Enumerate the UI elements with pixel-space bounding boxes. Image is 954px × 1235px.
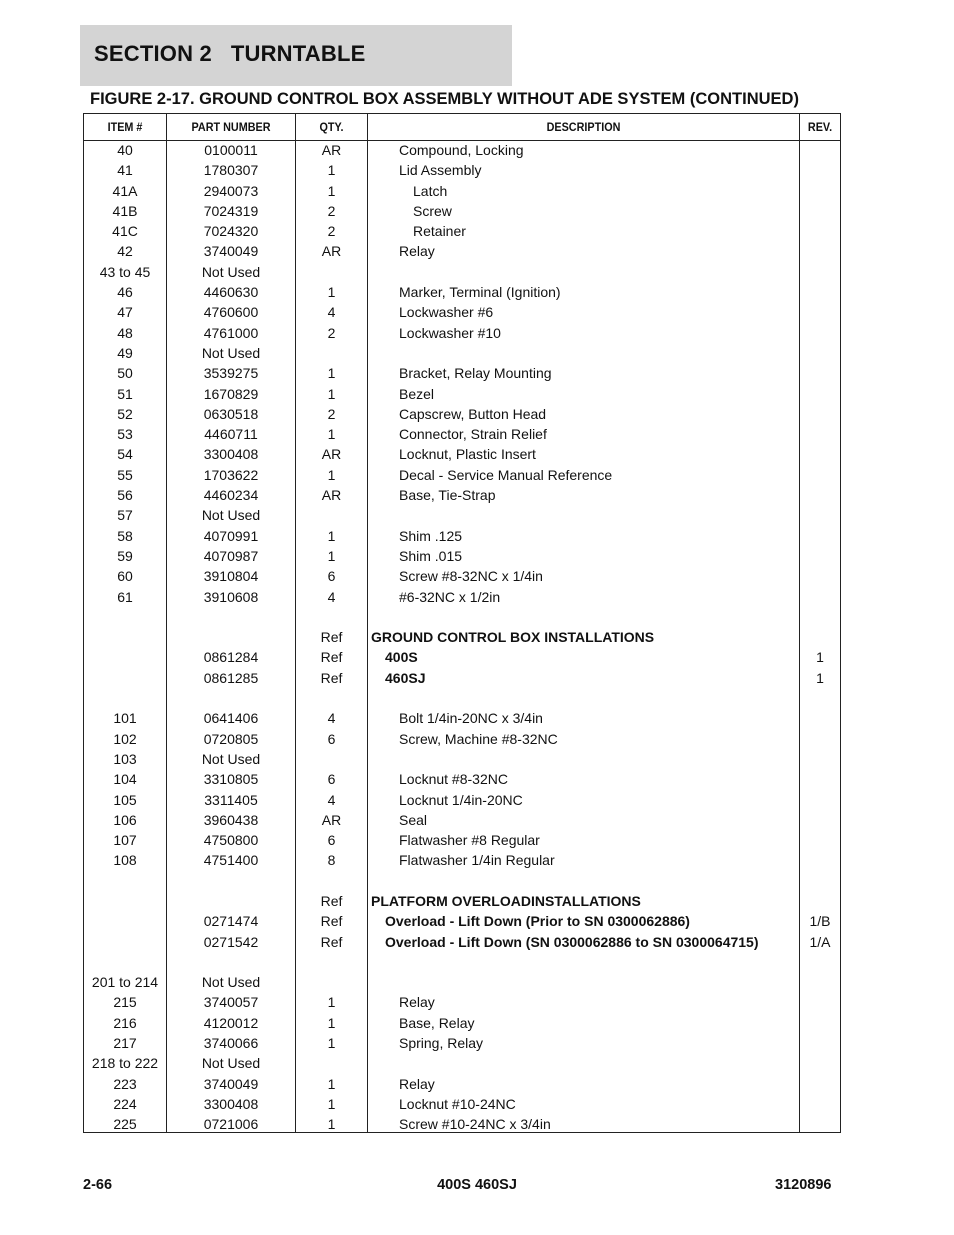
qty-cell: 1 <box>327 385 336 402</box>
item-cell: 40 <box>117 142 133 158</box>
qty-cell: 1 <box>327 1095 336 1112</box>
description-cell: PLATFORM OVERLOADINSTALLATIONS <box>371 892 641 909</box>
part-number-cell: 1670829 <box>203 385 259 402</box>
part-number-cell: 3740066 <box>203 1035 259 1052</box>
qty-cell: 1 <box>327 182 336 199</box>
item-cell: 201 to 214 <box>91 974 159 991</box>
part-number-cell: 0721006 <box>203 1116 259 1133</box>
item-cell: 108 <box>113 852 137 869</box>
item-cell: 61 <box>117 588 133 605</box>
part-number-cell: 0100011 <box>204 142 258 158</box>
table-row <box>84 404 840 424</box>
qty-cell: Ref <box>320 892 343 909</box>
part-number-cell: 3740049 <box>203 243 259 260</box>
table-row <box>84 871 840 891</box>
description-cell: Compound, Locking <box>399 142 524 158</box>
item-cell: 52 <box>117 405 133 422</box>
part-number-cell: 4761000 <box>203 324 259 341</box>
description-cell: Spring, Relay <box>399 1035 484 1052</box>
item-cell: 51 <box>117 385 133 402</box>
description-cell: Latch <box>413 182 448 199</box>
part-number-cell: 0641406 <box>203 710 259 727</box>
description-cell: Overload - Lift Down (Prior to SN 0300062886) <box>385 913 690 930</box>
table-row <box>84 181 840 201</box>
qty-cell: 1 <box>327 426 336 443</box>
item-cell: 46 <box>117 284 133 301</box>
rev-cell: 1/B <box>809 913 831 930</box>
qty-cell: Ref <box>320 649 343 666</box>
qty-cell: 1 <box>327 1035 336 1052</box>
description-cell: #6-32NC x 1/2in <box>399 588 501 605</box>
part-number-cell: Not Used <box>201 263 261 280</box>
description-cell: Base, Tie-Strap <box>399 487 496 504</box>
part-number-cell: 3910608 <box>203 588 259 605</box>
description-cell: Locknut 1/4in-20NC <box>399 791 523 808</box>
description-cell: Lid Assembly <box>399 162 482 179</box>
table-row <box>84 343 840 363</box>
item-cell: 42 <box>117 243 133 260</box>
table-row <box>84 160 840 180</box>
item-cell: 53 <box>117 426 133 443</box>
part-number-cell: Not Used <box>201 974 261 991</box>
part-number-cell: 4070987 <box>203 547 259 564</box>
description-cell: Screw <box>413 202 452 219</box>
qty-cell: 1 <box>327 1116 336 1133</box>
table-row <box>84 769 840 789</box>
table-row <box>84 708 840 728</box>
part-number-cell: 3960438 <box>203 811 259 828</box>
item-cell: 225 <box>113 1116 137 1133</box>
part-number-cell: Not Used <box>201 750 261 767</box>
qty-cell: 1 <box>327 1075 336 1092</box>
description-cell: 400S <box>385 649 418 666</box>
description-cell: Connector, Strain Relief <box>399 426 547 443</box>
table-row <box>84 505 840 525</box>
qty-cell: 1 <box>327 994 336 1011</box>
description-cell: Bracket, Relay Mounting <box>399 365 552 382</box>
table-body <box>84 140 840 1135</box>
table-row <box>84 302 840 322</box>
qty-cell: 2 <box>327 223 336 240</box>
table-row <box>84 566 840 586</box>
part-number-cell: 4460711 <box>204 426 258 443</box>
description-cell: Locknut, Plastic Insert <box>399 446 536 463</box>
table-row <box>84 911 840 931</box>
qty-cell: 1 <box>327 1014 336 1031</box>
item-cell: 48 <box>117 324 133 341</box>
part-number-cell: 0720805 <box>203 730 259 747</box>
qty-cell: 2 <box>327 202 336 219</box>
description-cell: Shim .125 <box>399 527 463 544</box>
item-cell: 217 <box>113 1035 137 1052</box>
description-cell: Flatwasher 1/4in Regular <box>399 852 555 869</box>
item-cell: 41B <box>112 202 138 219</box>
model-label: 400S 460SJ <box>437 1177 517 1193</box>
table-row <box>84 790 840 810</box>
description-cell: Flatwasher #8 Regular <box>399 832 540 849</box>
item-cell: 106 <box>113 811 137 828</box>
qty-cell: AR <box>321 811 342 828</box>
qty-cell: AR <box>321 487 342 504</box>
header-description: DESCRIPTION <box>546 120 621 134</box>
item-cell: 216 <box>113 1014 137 1031</box>
item-cell: 102 <box>113 730 137 747</box>
table-row <box>84 1114 840 1134</box>
table-row <box>84 1033 840 1053</box>
qty-cell: 6 <box>327 730 336 747</box>
part-number-cell: 1703622 <box>203 466 259 483</box>
part-number-cell: 0271474 <box>203 913 259 930</box>
table-row <box>84 1074 840 1094</box>
qty-cell: 6 <box>327 832 336 849</box>
part-number-cell: Not Used <box>201 507 261 524</box>
table-row <box>84 201 840 221</box>
part-number-cell: Not Used <box>201 1055 261 1072</box>
part-number-cell: 3300408 <box>203 446 259 463</box>
part-number-cell: 3740057 <box>203 994 259 1011</box>
description-cell: Shim .015 <box>399 547 463 564</box>
item-cell: 58 <box>117 527 133 544</box>
table-row <box>84 607 840 627</box>
table-row <box>84 384 840 404</box>
description-cell: Bolt 1/4in-20NC x 3/4in <box>399 710 543 727</box>
table-row <box>84 282 840 302</box>
qty-cell: 4 <box>327 791 336 808</box>
qty-cell: 8 <box>327 852 336 869</box>
description-cell: Decal - Service Manual Reference <box>399 466 613 483</box>
qty-cell: Ref <box>320 913 343 930</box>
part-number-cell: 3539275 <box>203 365 259 382</box>
description-cell: Overload - Lift Down (SN 0300062886 to SN 0300064715) <box>385 933 759 950</box>
qty-cell: 1 <box>327 284 336 301</box>
qty-cell: 1 <box>327 466 336 483</box>
table-row <box>84 850 840 870</box>
qty-cell: 4 <box>327 304 336 321</box>
part-number-cell: 3740049 <box>203 1075 259 1092</box>
item-cell: 57 <box>117 507 133 524</box>
description-cell: Lockwasher #10 <box>399 324 501 341</box>
table-row <box>84 526 840 546</box>
table-row <box>84 363 840 383</box>
table-row <box>84 992 840 1012</box>
header-qty: QTY. <box>319 120 344 134</box>
part-number-cell: 3311405 <box>204 791 258 808</box>
qty-cell: Ref <box>320 669 343 686</box>
qty-cell: 2 <box>327 324 336 341</box>
table-row <box>84 688 840 708</box>
part-number-cell: 7024320 <box>203 223 259 240</box>
qty-cell: 4 <box>327 588 336 605</box>
part-number-cell: 0861285 <box>203 669 259 686</box>
document-number: 3120896 <box>775 1177 832 1193</box>
part-number-cell: 3300408 <box>203 1095 259 1112</box>
part-number-cell: 0271542 <box>203 933 259 950</box>
part-number-cell: 4751400 <box>203 852 259 869</box>
item-cell: 223 <box>113 1075 137 1092</box>
qty-cell: 6 <box>327 568 336 585</box>
item-cell: 224 <box>113 1095 137 1112</box>
item-cell: 55 <box>117 466 133 483</box>
table-row <box>84 830 840 850</box>
table-row <box>84 323 840 343</box>
description-cell: Retainer <box>413 223 466 240</box>
item-cell: 107 <box>113 832 137 849</box>
item-cell: 103 <box>113 750 137 767</box>
item-cell: 105 <box>113 791 137 808</box>
table-row <box>84 221 840 241</box>
table-row <box>84 140 840 160</box>
item-cell: 41C <box>112 223 138 240</box>
table-row <box>84 749 840 769</box>
description-cell: Screw #10-24NC x 3/4in <box>399 1116 551 1133</box>
description-cell: Bezel <box>399 385 435 402</box>
item-cell: 56 <box>117 487 133 504</box>
part-number-cell: 4120012 <box>203 1014 259 1031</box>
table-row <box>84 262 840 282</box>
part-number-cell: 0630518 <box>203 405 259 422</box>
description-cell: Marker, Terminal (Ignition) <box>399 284 561 301</box>
figure-title: FIGURE 2-17. GROUND CONTROL BOX ASSEMBLY WITHOUT ADE SYSTEM (CONTINUED) <box>90 90 799 108</box>
rev-cell: 1 <box>816 649 824 666</box>
description-cell: Relay <box>399 243 435 260</box>
qty-cell: Ref <box>320 629 343 646</box>
table-row <box>84 485 840 505</box>
table-row <box>84 1094 840 1114</box>
table-row <box>84 647 840 667</box>
part-number-cell: 4070991 <box>203 527 259 544</box>
qty-cell: 2 <box>327 405 336 422</box>
table-row <box>84 668 840 688</box>
table-row <box>84 1013 840 1033</box>
part-number-cell: 0861284 <box>203 649 259 666</box>
description-cell: Lockwasher #6 <box>399 304 494 321</box>
item-cell: 215 <box>113 994 137 1011</box>
table-row <box>84 729 840 749</box>
item-cell: 101 <box>113 710 137 727</box>
item-cell: 43 to 45 <box>99 263 151 280</box>
item-cell: 50 <box>117 365 133 382</box>
table-row <box>84 465 840 485</box>
item-cell: 104 <box>113 771 137 788</box>
table-row <box>84 241 840 261</box>
item-cell: 59 <box>117 547 133 564</box>
rev-cell: 1 <box>816 669 824 686</box>
part-number-cell: 3310805 <box>203 771 259 788</box>
qty-cell: 6 <box>327 771 336 788</box>
table-row <box>84 932 840 952</box>
table-row <box>84 444 840 464</box>
table-row <box>84 810 840 830</box>
part-number-cell: 7024319 <box>203 202 259 219</box>
section-title: SECTION 2 TURNTABLE <box>94 41 366 66</box>
header-rev: REV. <box>807 120 833 134</box>
description-cell: GROUND CONTROL BOX INSTALLATIONS <box>371 629 655 646</box>
description-cell: Locknut #10-24NC <box>399 1095 516 1112</box>
qty-cell: 1 <box>327 162 336 179</box>
table-row <box>84 891 840 911</box>
section-header-band <box>80 25 512 86</box>
page-number: 2-66 <box>83 1177 113 1193</box>
table-row <box>84 546 840 566</box>
part-number-cell: 4760600 <box>203 304 259 321</box>
qty-cell: 1 <box>327 365 336 382</box>
item-cell: 49 <box>117 344 133 361</box>
description-cell: Base, Relay <box>399 1014 475 1031</box>
table-row <box>84 587 840 607</box>
description-cell: Seal <box>399 811 428 828</box>
part-number-cell: Not Used <box>201 344 261 361</box>
header-item: ITEM # <box>107 120 143 134</box>
qty-cell: AR <box>321 142 342 158</box>
qty-cell: 1 <box>327 547 336 564</box>
item-cell: 60 <box>117 568 133 585</box>
item-cell: 54 <box>117 446 133 463</box>
table-row <box>84 972 840 992</box>
description-cell: Screw #8-32NC x 1/4in <box>399 568 543 585</box>
qty-cell: Ref <box>320 933 343 950</box>
part-number-cell: 1780307 <box>203 162 259 179</box>
part-number-cell: 2940073 <box>203 182 259 199</box>
part-number-cell: 4460630 <box>203 284 259 301</box>
parts-table <box>83 113 841 1133</box>
table-row <box>84 627 840 647</box>
part-number-cell: 3910804 <box>203 568 259 585</box>
part-number-cell: 4750800 <box>203 832 259 849</box>
qty-cell: AR <box>321 446 342 463</box>
part-number-cell: 4460234 <box>203 487 259 504</box>
qty-cell: 4 <box>327 710 336 727</box>
item-cell: 41 <box>117 162 133 179</box>
description-cell: 460SJ <box>385 669 426 686</box>
rev-cell: 1/A <box>809 933 831 950</box>
description-cell: Locknut #8-32NC <box>399 771 508 788</box>
item-cell: 218 to 222 <box>91 1055 159 1072</box>
description-cell: Capscrew, Button Head <box>399 405 547 422</box>
header-part-number: PART NUMBER <box>191 120 271 134</box>
table-row <box>84 424 840 444</box>
table-row <box>84 952 840 972</box>
qty-cell: 1 <box>327 527 336 544</box>
table-row <box>84 1053 840 1073</box>
description-cell: Relay <box>399 994 435 1011</box>
item-cell: 41A <box>112 182 138 199</box>
description-cell: Relay <box>399 1075 435 1092</box>
item-cell: 47 <box>117 304 133 321</box>
qty-cell: AR <box>321 243 342 260</box>
description-cell: Screw, Machine #8-32NC <box>399 730 558 747</box>
